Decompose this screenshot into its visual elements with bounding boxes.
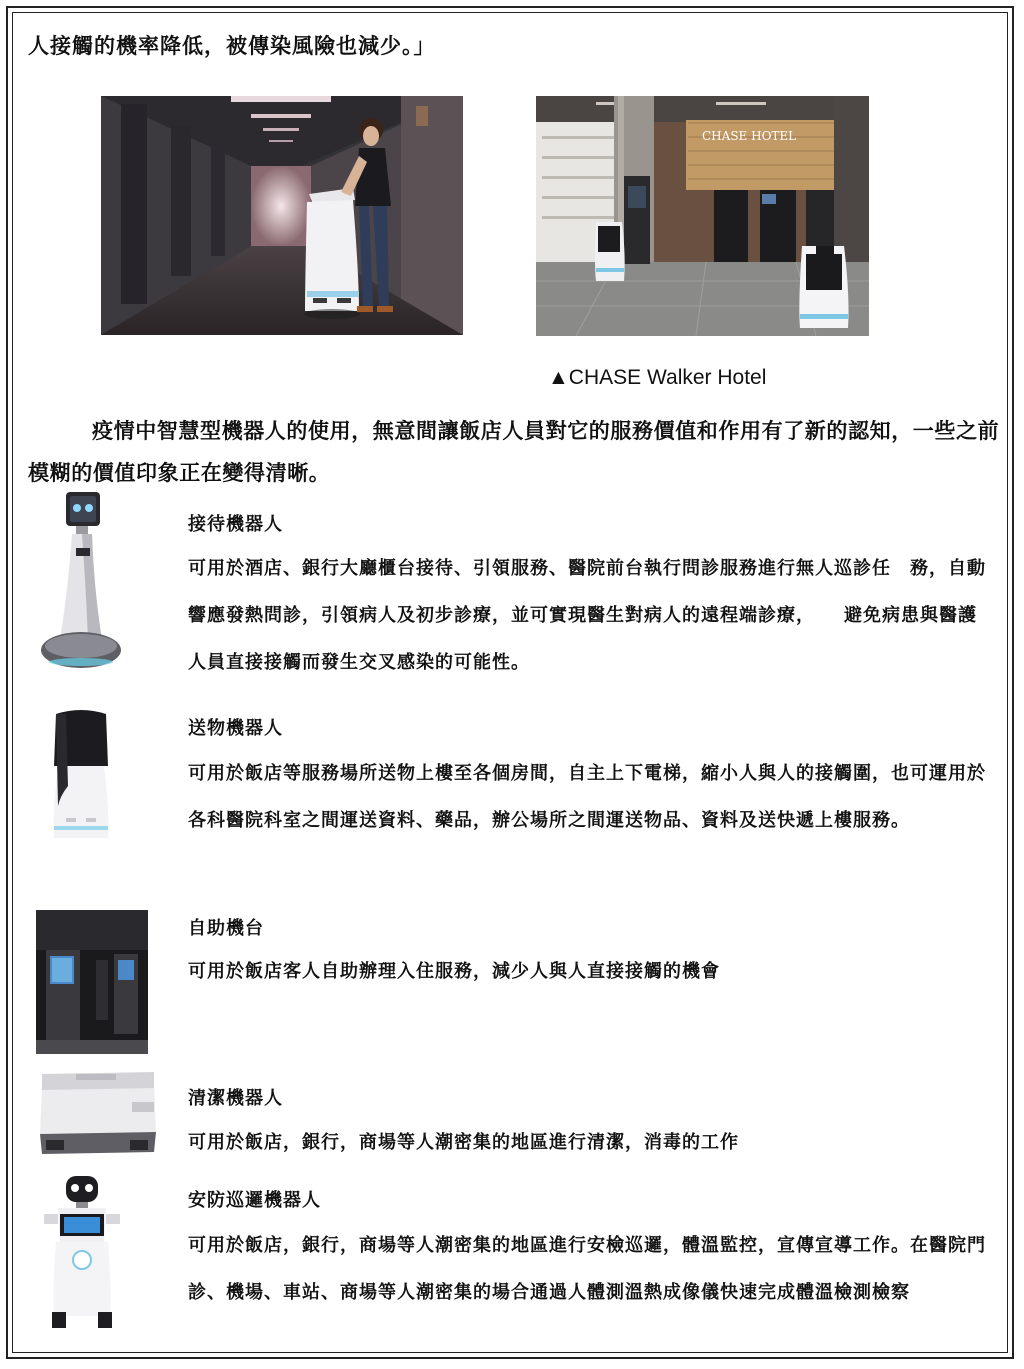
hotel-sign-text: CHASE HOTEL [702, 129, 797, 143]
intro-paragraph [28, 410, 1000, 494]
intro-paragraph-text: 疫情中智慧型機器人的使用，無意間讓飯店人員對它的服務價值和作用有了新的認知，一些之前模糊的價值印象正在變得清晰。 [28, 419, 1000, 485]
item-title-cleaning: 清潔機器人 [188, 1088, 283, 1109]
lobby-photo-graphic [536, 96, 869, 336]
item-desc-cleaning: 可用於飯店，銀行，商場等人潮密集的地區進行清潔，消毒的工作 [188, 1132, 739, 1153]
cleaning-robot-icon [36, 1068, 160, 1160]
delivery-robot-icon [48, 706, 114, 846]
item-title-reception: 接待機器人 [188, 514, 283, 535]
hotel-lobby-photo [536, 96, 869, 336]
hotel-corridor-photo [101, 96, 463, 335]
reception-robot-icon [38, 490, 124, 676]
item-desc-delivery: 可用於飯店等服務場所送物上樓至各個房間，自主上下電梯，縮小人與人的接觸圍，也可運用於各科醫院科室之間運送資料、藥品，辦公場所之間運送物品、資料及送快遞上樓服務。 [188, 763, 986, 831]
item-title-security: 安防巡邏機器人 [188, 1190, 321, 1211]
item-desc-reception: 可用於酒店、銀行大廳櫃台接待、引領服務、醫院前台執行問診服務進行無人巡診任 務，自動響應發熱問診，引領病人及初步診療，並可實現醫生對病人的遠程端診療， 避免病患與醫護人員直接接觸而發生交叉感染的可能性。 [188, 558, 986, 673]
lead-text: 人接觸的機率降低，被傳染風險也減少。」 [28, 34, 436, 58]
item-title-delivery: 送物機器人 [188, 718, 283, 739]
security-robot-icon [42, 1172, 122, 1332]
item-desc-kiosk: 可用於飯店客人自助辦理入住服務，減少人與人直接接觸的機會 [188, 961, 720, 982]
item-desc-security: 可用於飯店，銀行，商場等人潮密集的地區進行安檢巡邏，體溫監控，宣傳宣導工作。在醫院門診、機場、車站、商場等人潮密集的場合通過人體測溫熱成像儀快速完成體溫檢測檢察 [188, 1235, 986, 1303]
photo-caption: ▲CHASE Walker Hotel [548, 366, 767, 389]
corridor-photo-graphic [101, 96, 463, 335]
item-title-kiosk: 自助機台 [188, 918, 264, 939]
kiosk-photo-icon [36, 910, 148, 1054]
